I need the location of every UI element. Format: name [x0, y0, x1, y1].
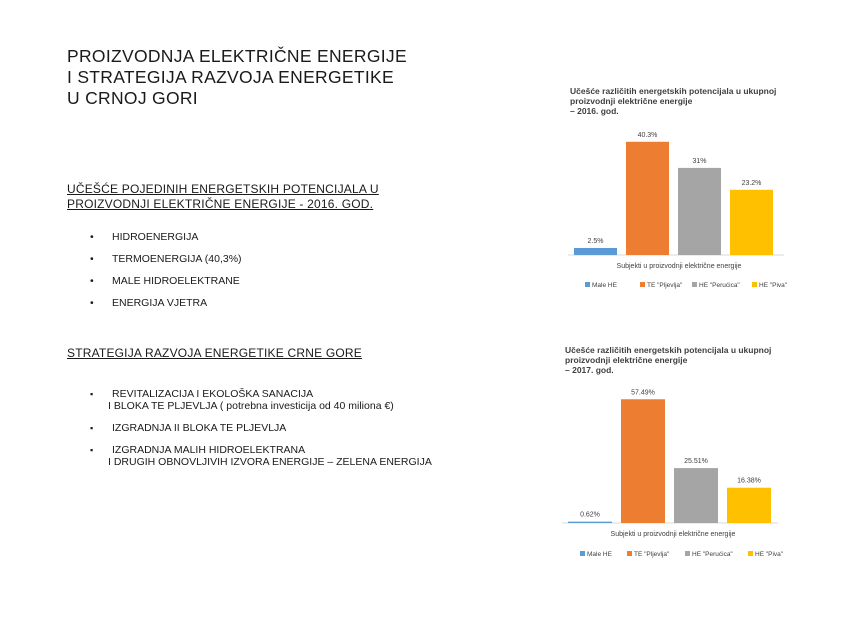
- bar: [568, 522, 612, 523]
- chart-title-line-3: – 2016. god.: [570, 106, 619, 116]
- list-item: • TERMOENERGIJA (40,3%): [90, 253, 242, 265]
- chart-title-line-1: Učešće različitih energetskih potencijala u ukupnoj: [570, 86, 777, 96]
- list-item: [90, 388, 432, 412]
- legend-swatch: [640, 282, 645, 287]
- bar: [727, 488, 771, 523]
- data-label: 57.49%: [631, 389, 655, 397]
- section1-list: [90, 231, 242, 309]
- list-item-line-1: ▪ IZGRADNJA II BLOKA TE PLJEVLJA: [112, 422, 287, 434]
- page-title: [67, 46, 407, 109]
- list-item: • ENERGIJA VJETRA: [90, 297, 242, 309]
- chart-title: [565, 345, 771, 375]
- legend-label: HE "Perućica": [692, 551, 733, 558]
- legend-label: HE "Piva": [755, 551, 784, 558]
- legend-swatch: [748, 551, 753, 556]
- legend-label: TE "Pljevlja": [647, 282, 683, 289]
- chart-title-line-2: proizvodnji električne energije: [570, 96, 693, 106]
- data-label: 25.51%: [684, 458, 708, 466]
- legend-swatch: [752, 282, 757, 287]
- list-item-line-1: ▪ REVITALIZACIJA I EKOLOŠKA SANACIJA: [112, 388, 314, 400]
- chart-2017: [545, 345, 805, 570]
- bar: [626, 142, 669, 255]
- list-item: • HIDROENERGIJA: [90, 231, 242, 243]
- x-axis-label: Subjekti u proizvodnji električne energije: [616, 263, 742, 270]
- data-label: 2.5%: [587, 237, 604, 245]
- x-axis-label: Subjekti u proizvodnji električne energije: [610, 531, 736, 538]
- section1-heading-line-1: UČEŠĆE POJEDINIH ENERGETSKIH POTENCIJALA U: [67, 182, 379, 196]
- section1-heading-line-2: PROIZVODNJI ELEKTRIČNE ENERGIJE - 2016. GOD.: [67, 197, 374, 211]
- bar: [621, 399, 665, 523]
- chart-svg: [545, 345, 805, 570]
- legend-label: TE "Pljevlja": [634, 551, 670, 558]
- bar: [730, 190, 773, 255]
- bar: [674, 468, 718, 523]
- title-line-2: I STRATEGIJA RAZVOJA ENERGETIKE: [67, 67, 394, 87]
- section2-list: [90, 388, 432, 478]
- list-item: • MALE HIDROELEKTRANE: [90, 275, 242, 287]
- chart-title-line-2: proizvodnji električne energije: [565, 355, 688, 365]
- legend-label: Male HE: [592, 282, 617, 289]
- list-item-line-2: I BLOKA TE PLJEVLJA ( potrebna investicija od 40 miliona €): [108, 400, 394, 412]
- chart-title-line-3: – 2017. god.: [565, 365, 614, 375]
- list-item: [90, 422, 432, 434]
- legend-label: Male HE: [587, 551, 612, 558]
- title-line-1: PROIZVODNJA ELEKTRIČNE ENERGIJE: [67, 46, 407, 66]
- chart-2016: [540, 82, 810, 302]
- chart-title-line-1: Učešće različitih energetskih potencijala u ukupnoj: [565, 345, 772, 355]
- bar: [678, 168, 721, 255]
- legend-swatch: [692, 282, 697, 287]
- bar: [574, 248, 617, 255]
- data-label: 40.3%: [637, 131, 658, 139]
- data-label: 23.2%: [741, 179, 762, 187]
- legend-swatch: [627, 551, 632, 556]
- legend-label: HE "Perućica": [699, 282, 740, 289]
- list-item-line-1: ▪ IZGRADNJA MALIH HIDROELEKTRANA: [112, 444, 306, 456]
- legend-label: HE "Piva": [759, 282, 788, 289]
- legend-swatch: [585, 282, 590, 287]
- legend-swatch: [580, 551, 585, 556]
- list-item-line-2: I DRUGIH OBNOVLJIVIH IZVORA ENERGIJE – ZELENA ENERGIJA: [108, 456, 432, 468]
- list-item: [90, 444, 432, 468]
- legend-swatch: [685, 551, 690, 556]
- title-line-3: U CRNOJ GORI: [67, 88, 198, 108]
- section2-heading: STRATEGIJA RAZVOJA ENERGETIKE CRNE GORE: [67, 346, 362, 360]
- section1-heading: [67, 182, 379, 212]
- data-label: 0.62%: [580, 511, 600, 519]
- data-label: 31%: [692, 157, 707, 165]
- data-label: 16.38%: [737, 477, 761, 485]
- chart-title: [570, 86, 776, 116]
